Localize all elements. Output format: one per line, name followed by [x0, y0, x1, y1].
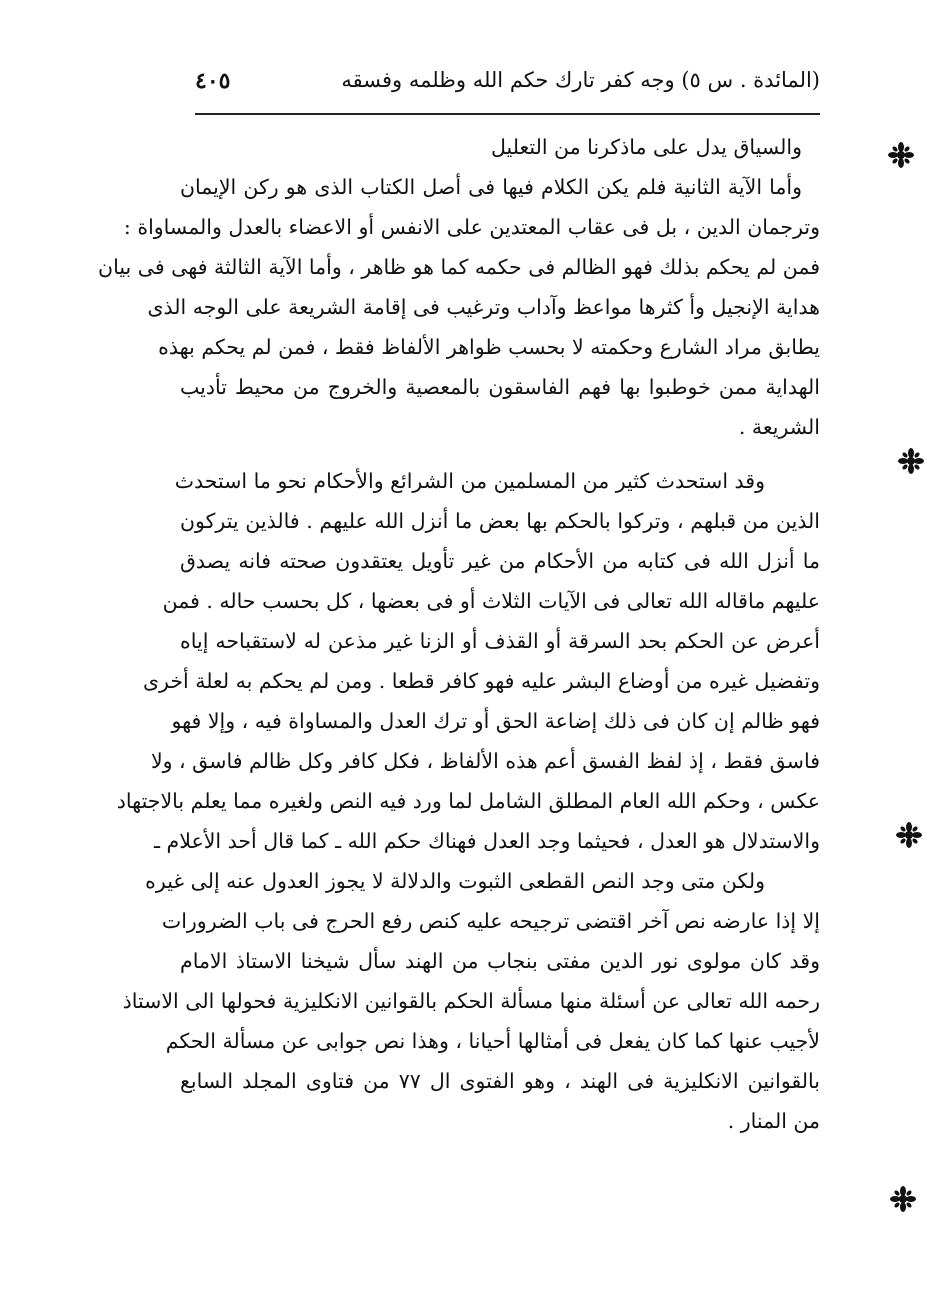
flower-ornament-icon	[890, 1186, 916, 1212]
header-rule	[195, 113, 820, 115]
text-line: فمن لم يحكم بذلك فهو الظالم فى حكمه كما هو ظاهر ، وأما الآية الثالثة فهى فى بيان	[98, 255, 820, 279]
text-line: فاسق فقط ، إذ لفظ الفسق أعم هذه الألفاظ ، فكل كافر وكل ظالم فاسق ، ولا	[150, 749, 820, 773]
flower-ornament-icon	[898, 448, 924, 474]
text-line: رحمه الله تعالى عن أسئلة منها مسألة الحكم بالقوانين الانكليزية فحولها الى الاستاذ	[122, 989, 820, 1013]
paragraph-2	[98, 167, 820, 447]
text-line: ما أنزل الله فى كتابه من الأحكام من غير تأويل يعتقدون صحته فانه يصدق	[180, 549, 820, 573]
text-line: عكس ، وحكم الله العام المطلق الشامل لما ورد فيه النص ولغيره مما يعلم بالاجتهاد	[116, 789, 820, 813]
text-line: الشريعة .	[738, 415, 820, 439]
text-line: هداية الإنجيل وأ كثرها مواعظ وآداب وترغيب فى إقامة الشريعة على الوجه الذى	[147, 295, 820, 319]
paragraph-3	[116, 461, 820, 861]
text-line: إلا إذا عارضه نص آخر اقتضى ترجيحه عليه كنص رفع الحرج فى باب الضرورات	[161, 909, 820, 933]
paragraph-spacer	[180, 447, 820, 461]
running-header-title: (المائدة . س ٥) وجه كفر تارك حكم الله وظلمه وفسقه	[341, 68, 820, 92]
text-line: ولكن متى وجد النص القطعى الثبوت والدلالة لا يجوز العدول عنه إلى غيره	[145, 869, 765, 893]
text-line: لأجيب عنها كما كان يفعل فى أمثالها أحيانا ، وهذا نص جوابى عن مسألة الحكم	[165, 1029, 820, 1053]
text-line: يطابق مراد الشارع وحكمته لا بحسب ظواهر الألفاظ فقط ، فمن لم يحكم بهذه	[158, 335, 820, 359]
text-line: من المنار .	[727, 1109, 820, 1133]
text-line: وترجمان الدين ، بل فى عقاب المعتدين على الانفس أو الاعضاء بالعدل والمساواة :	[123, 215, 820, 239]
flower-ornament-icon	[896, 822, 922, 848]
text-line: بالقوانين الانكليزية فى الهند ، وهو الفتوى ال ٧٧ من فتاوى المجلد السابع	[180, 1069, 820, 1093]
paragraph-1	[180, 127, 820, 167]
text-line: وتفضيل غيره من أوضاع البشر عليه فهو كافر قطعا . ومن لم يحكم به لعلة أخرى	[143, 669, 820, 693]
text-line: والاستدلال هو العدل ، فحيثما وجد العدل فهناك حكم الله ـ كما قال أحد الأعلام ـ	[154, 829, 820, 853]
body-text	[98, 127, 820, 1141]
text-line: الذين من قبلهم ، وتركوا بالحكم بها بعض ما أنزل الله عليهم . فالذين يتركون	[180, 509, 820, 533]
paragraph-4	[122, 861, 820, 1141]
text-line: وقد استحدث كثير من المسلمين من الشرائع والأحكام نحو ما استحدث	[174, 469, 765, 493]
text-line: وأما الآية الثانية فلم يكن الكلام فيها فى أصل الكتاب الذى هو ركن الإيمان	[180, 175, 802, 199]
text-line: عليهم ماقاله الله تعالى فى الآيات الثلاث أو فى بعضها ، كل بحسب حاله . فمن	[162, 589, 820, 613]
flower-ornament-icon	[888, 142, 914, 168]
text-line: فهو ظالم إن كان فى ذلك إضاعة الحق أو ترك العدل والمساواة فيه ، وإلا فهو	[171, 709, 820, 733]
text-line: أعرض عن الحكم بحد السرقة أو القذف أو الزنا غير مذعن له لاستقباحه إياه	[180, 629, 820, 653]
text-line: وقد كان مولوى نور الدين مفتى بنجاب من الهند سأل شيخنا الاستاذ الامام	[180, 949, 820, 973]
page-number: ٤٠٥	[195, 68, 231, 94]
text-line: الهداية ممن خوطبوا بها فهم الفاسقون بالمعصية والخروج من محيط تأديب	[180, 375, 820, 399]
page-header	[195, 60, 820, 110]
text-line: والسياق يدل على ماذكرنا من التعليل	[491, 135, 802, 159]
